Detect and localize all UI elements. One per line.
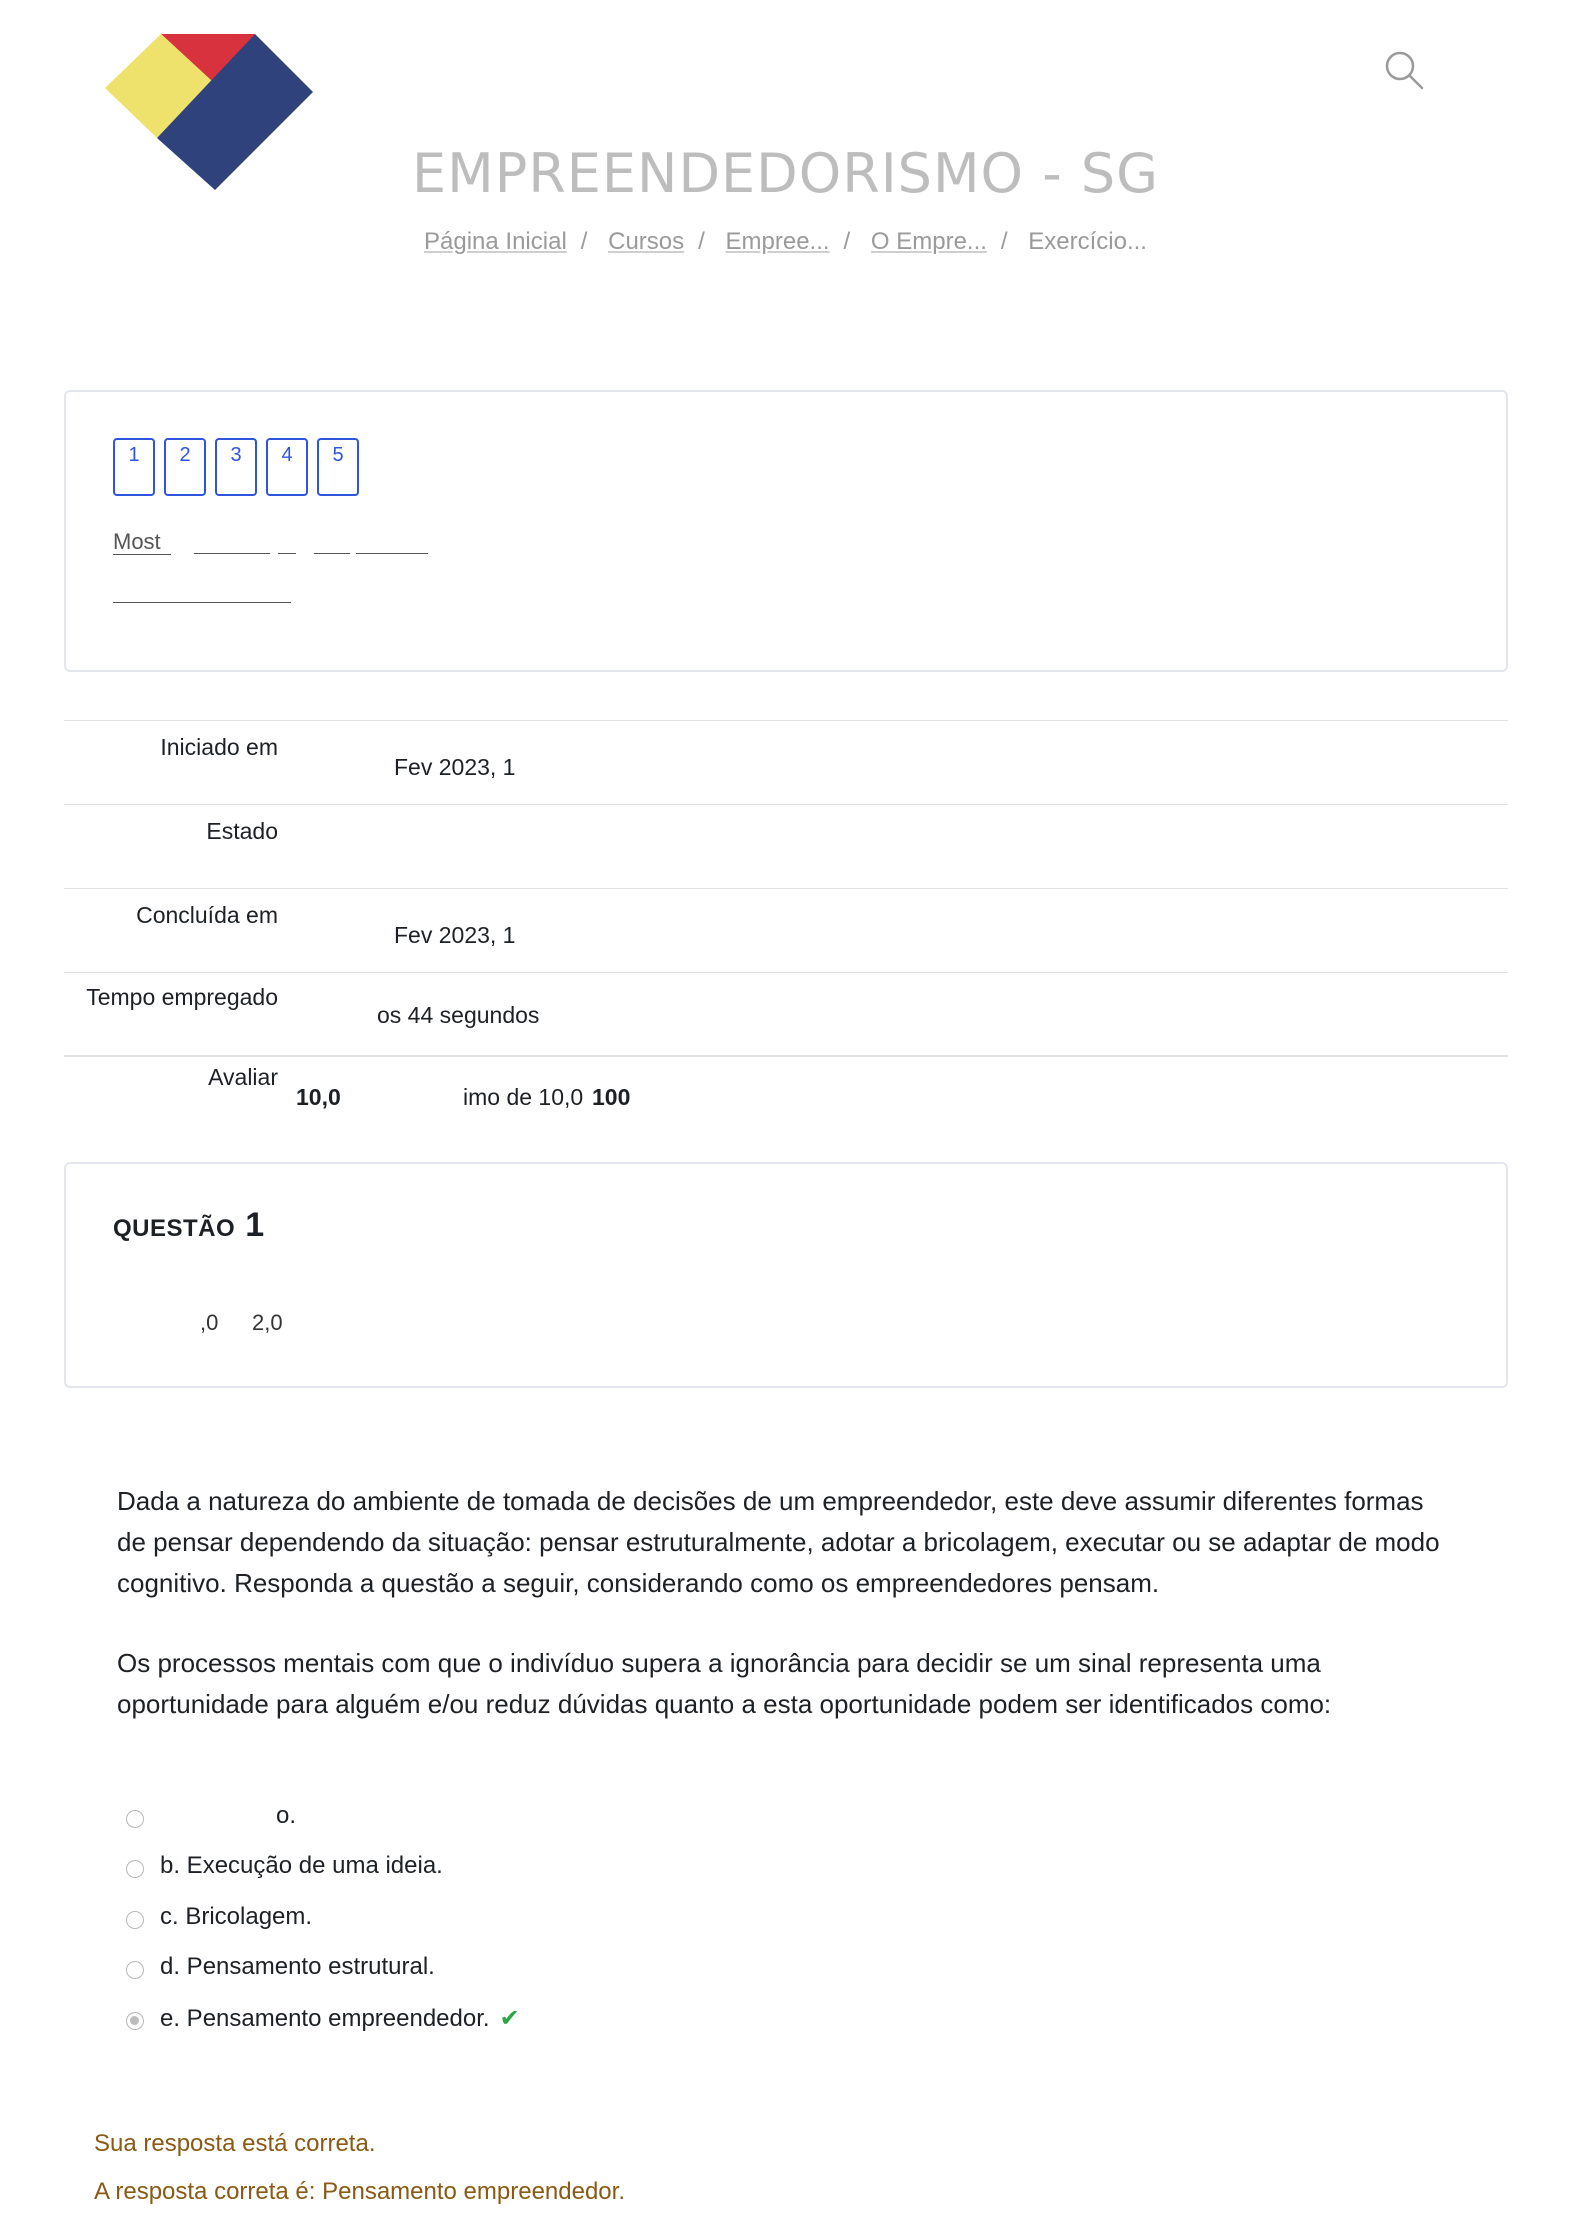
answer-text: o.: [276, 1802, 297, 1829]
answer-option-b[interactable]: [126, 1852, 726, 1892]
question-text-prompt: Os processos mentais com que o indivíduo supera a ignorância para decidir se um sinal representa uma oportunidade para alguém e/ou reduz dúvidas quanto a esta oportunidade podem ser identificados como:: [117, 1648, 1332, 1719]
breadcrumb: Página Inicial / Cursos / Empree... / O Empre... / Exercício...: [424, 228, 1147, 255]
breadcrumb-section[interactable]: O Empre...: [870, 228, 987, 255]
link-underline: [356, 553, 428, 554]
question-nav-button-3[interactable]: 3: [215, 438, 257, 496]
show-all-link[interactable]: Most: [113, 530, 171, 555]
radio-button-selected[interactable]: [126, 2012, 144, 2030]
breadcrumb-home[interactable]: Página Inicial: [424, 228, 567, 255]
link-underline: [194, 553, 270, 554]
summary-label: Concluída em: [136, 902, 278, 928]
finish-review-link[interactable]: [113, 602, 291, 603]
feedback-correct: Sua resposta está correta.: [94, 2130, 376, 2157]
question-number: 1: [245, 1206, 265, 1244]
summary-value: Fev 2023, 1: [394, 922, 516, 948]
answer-text: c. Bricolagem.: [160, 1903, 313, 1930]
search-button[interactable]: [1382, 48, 1426, 92]
breadcrumb-current: Exercício...: [1028, 228, 1147, 255]
question-info: [64, 1162, 1508, 1388]
answer-option-e[interactable]: [126, 2004, 726, 2044]
answer-text-wrap: [160, 2004, 520, 2033]
link-underline: [314, 553, 350, 554]
radio-button[interactable]: [126, 1911, 144, 1929]
summary-row-state: [64, 804, 1508, 888]
question-header: [113, 1206, 264, 1245]
answer-text: b. Execução de uma ideia.: [160, 1852, 443, 1879]
grade-percent: 100: [592, 1084, 631, 1110]
question-nav-button-2[interactable]: 2: [164, 438, 206, 496]
page-title: EMPREENDEDORISMO - SG: [412, 142, 1159, 205]
summary-label: Tempo empregado: [86, 984, 278, 1010]
summary-row-completed: [64, 888, 1508, 972]
feedback-right-answer: A resposta correta é: Pensamento empreendedor.: [94, 2178, 625, 2205]
answer-option-c[interactable]: [126, 1903, 726, 1943]
summary-label: Avaliar: [208, 1064, 278, 1090]
answer-text: d. Pensamento estrutural.: [160, 1953, 435, 1980]
question-nav-button-5[interactable]: 5: [317, 438, 359, 496]
radio-button[interactable]: [126, 1810, 144, 1828]
question-text-context: Dada a natureza do ambiente de tomada de decisões de um empreendedor, este deve assumir diferentes formas de pensar dependendo da situação: pensar estruturalmente, adotar a bricolagem, executar ou se adaptar de modo cognitivo. Responda a questão a seguir, considerando como os empreendedores pensam.: [117, 1486, 1440, 1598]
summary-label: Iniciado em: [160, 734, 278, 760]
question-buttons: [113, 438, 359, 496]
answer-option-d[interactable]: [126, 1953, 726, 1993]
question-grade: ,0: [200, 1310, 219, 1335]
answer-text: e. Pensamento empreendedor.: [160, 2005, 490, 2032]
summary-value: os 44 segundos: [377, 1002, 540, 1028]
search-icon: [1382, 48, 1426, 92]
answer-option-a[interactable]: [126, 1802, 726, 1842]
quiz-navigation: [64, 390, 1508, 672]
grade-max: imo de 10,0: [463, 1084, 584, 1110]
link-underline: [278, 553, 296, 554]
radio-button[interactable]: [126, 1961, 144, 1979]
grade-value: 10,0: [296, 1084, 341, 1110]
breadcrumb-courses[interactable]: Cursos: [608, 228, 685, 255]
summary-value: Fev 2023, 1: [394, 754, 516, 780]
question-nav-button-1[interactable]: 1: [113, 438, 155, 496]
question-max-grade: 2,0: [252, 1310, 283, 1335]
question-nav-button-4[interactable]: 4: [266, 438, 308, 496]
breadcrumb-course[interactable]: Empree...: [725, 228, 830, 255]
question-label: QUESTÃO: [113, 1215, 236, 1242]
summary-row-started: [64, 720, 1508, 804]
summary-label: Estado: [206, 818, 278, 844]
summary-row-grade: [64, 1055, 1508, 1139]
attempt-summary: [64, 720, 1508, 1139]
check-icon: ✔: [499, 2005, 520, 2032]
radio-button[interactable]: [126, 1860, 144, 1878]
summary-row-time: [64, 972, 1508, 1055]
